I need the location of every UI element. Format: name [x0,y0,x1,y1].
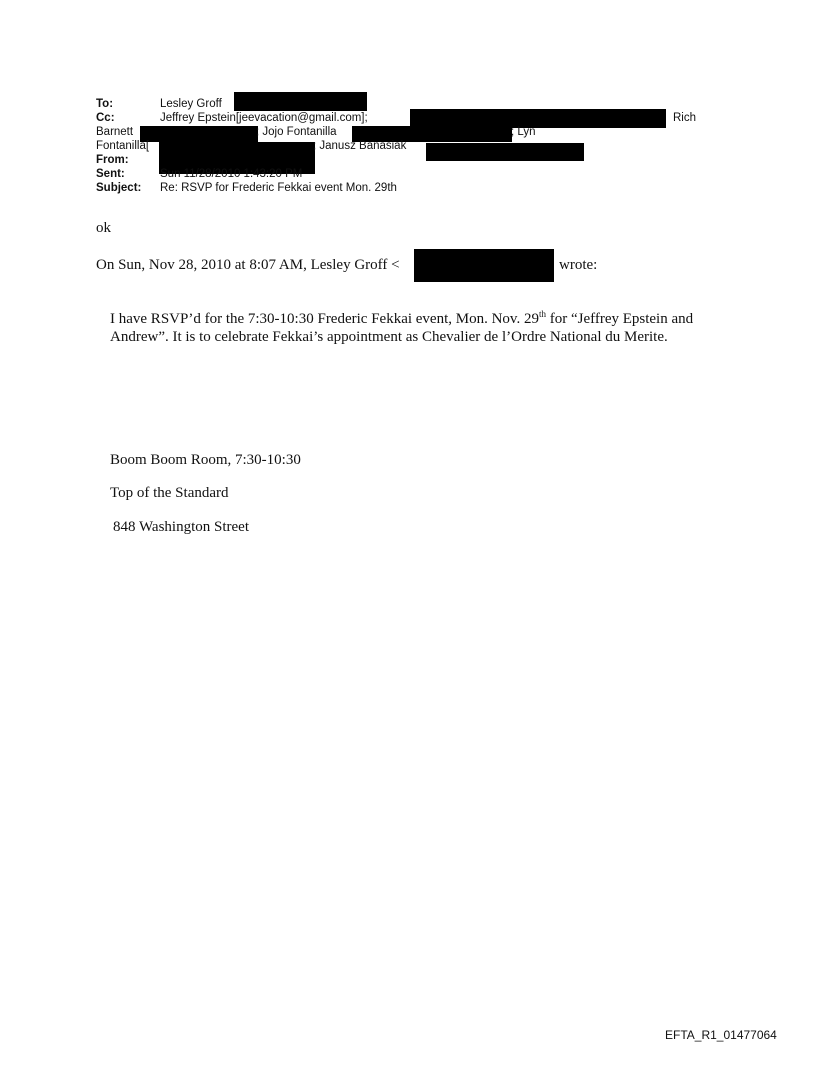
redaction-box [414,249,554,282]
cc-rich: Rich [673,112,697,124]
cc-jojo: ; Jojo Fontanilla [256,126,337,138]
cc-fontanilla: Fontanilla[ [96,140,150,152]
quoted-paragraph [110,310,720,346]
venue-line-2: Top of the Standard [110,485,229,501]
cc-barnett: Barnett [96,126,134,138]
from-label: From: [96,154,129,166]
cc-value: Jeffrey Epstein[jeevacation@gmail.com]; [160,112,368,124]
cc-janusz: ; Janusz Banasiak [313,140,407,152]
to-label: To: [96,98,114,110]
cc-label: Cc: [96,112,115,124]
redaction-box [426,143,584,161]
sent-value: Sun 11/28/2010 1:43:20 PM [160,168,303,180]
subject-value: Re: RSVP for Frederic Fekkai event Mon. 29th [160,182,397,194]
subject-label: Subject: [96,182,142,194]
quote-intro-suffix: wrote: [559,257,598,273]
reply-text: ok [96,220,111,236]
quoted-paragraph-sup: th [538,309,546,319]
quote-intro-prefix: On Sun, Nov 28, 2010 at 8:07 AM, Lesley Groff < [96,257,400,273]
quoted-paragraph-part2: for “Jeffrey Epstein and Andrew”. It is to celebrate Fekkai’s appointment as Chevalier de l’Ordre National du Merite. [110,311,694,345]
sent-label: Sent: [96,168,125,180]
cc-lyn: ; Lyn [511,126,536,138]
redaction-box [234,92,367,111]
redaction-box [140,126,258,142]
to-value: Lesley Groff [160,98,222,110]
quoted-paragraph-part1: I have RSVP’d for the 7:30-10:30 Frederic Fekkai event, Mon. Nov. 29 [110,311,539,327]
venue-line-3: 848 Washington Street [113,519,250,535]
venue-line-1: Boom Boom Room, 7:30-10:30 [110,452,301,468]
redaction-box [159,142,315,158]
document-id: EFTA_R1_01477064 [665,1028,777,1042]
